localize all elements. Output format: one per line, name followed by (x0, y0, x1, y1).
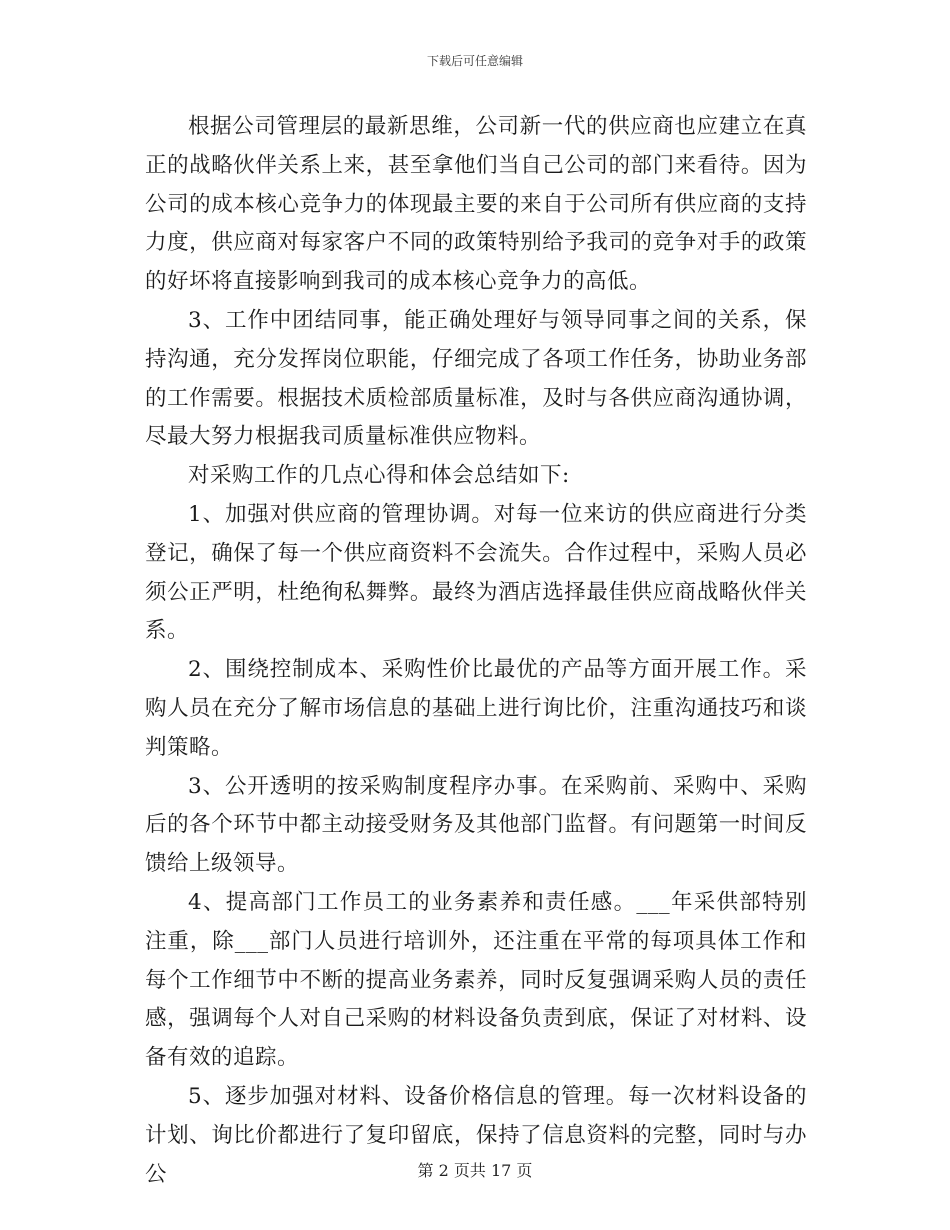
paragraph-item-2-cost: 2、围绕控制成本、采购性价比最优的产品等方面开展工作。采购人员在充分了解市场信息的基础上进行询比价，注重沟通技巧和谈判策略。 (145, 657, 807, 760)
page-header: 下载后可任意编辑 (426, 54, 523, 68)
document-body (145, 108, 807, 1194)
page-number: 第 2 页共 17 页 (417, 1161, 533, 1180)
paragraph-item-3-transparency: 3、公开透明的按采购制度程序办事。在采购前、采购中、采购后的各个环节中都主动接受财务及其他部门监督。有问题第一时间反馈给上级领导。 (145, 773, 807, 877)
paragraph-item-1-supplier: 1、加强对供应商的管理协调。对每一位来访的供应商进行分类登记，确保了每一个供应商资料不会流失。合作过程中，采购人员必须公正严明，杜绝徇私舞弊。最终为酒店选择最佳供应商战略伙伴关系。 (145, 501, 807, 644)
paragraph-item-4-training: 4、提高部门工作员工的业务素养和责任感。___年采供部特别注重，除___部门人员进行培训外，还注重在平常的每项具体工作和每个工作细节中不断的提高业务素养，同时反复强调采购人员的责任感，强调每个人对自己采购的材料设备负责到底，保证了对材料、设备有效的追踪。 (145, 889, 807, 1071)
paragraph-item-5-pricing: 5、逐步加强对材料、设备价格信息的管理。每一次材料设备的计划、询比价都进行了复印留底，保持了信息资料的完整，同时与办公 (145, 1083, 807, 1187)
paragraph-summary-intro: 对采购工作的几点心得和体会总结如下: (188, 463, 570, 489)
paragraph-item-3-teamwork: 3、工作中团结同事，能正确处理好与领导同事之间的关系，保持沟通，充分发挥岗位职能，仔细完成了各项工作任务，协助业务部的工作需要。根据技术质检部质量标准，及时与各供应商沟通协调，尽最大努力根据我司质量标准供应物料。 (145, 307, 807, 450)
paragraph-strategy: 根据公司管理层的最新思维，公司新一代的供应商也应建立在真正的战略伙伴关系上来，甚至拿他们当自己公司的部门来看待。因为公司的成本核心竞争力的体现最主要的来自于公司所有供应商的支持力度，供应商对每家客户不同的政策特别给予我司的竞争对手的政策的好坏将直接影响到我司的成本核心竞争力的高低。 (145, 114, 807, 295)
